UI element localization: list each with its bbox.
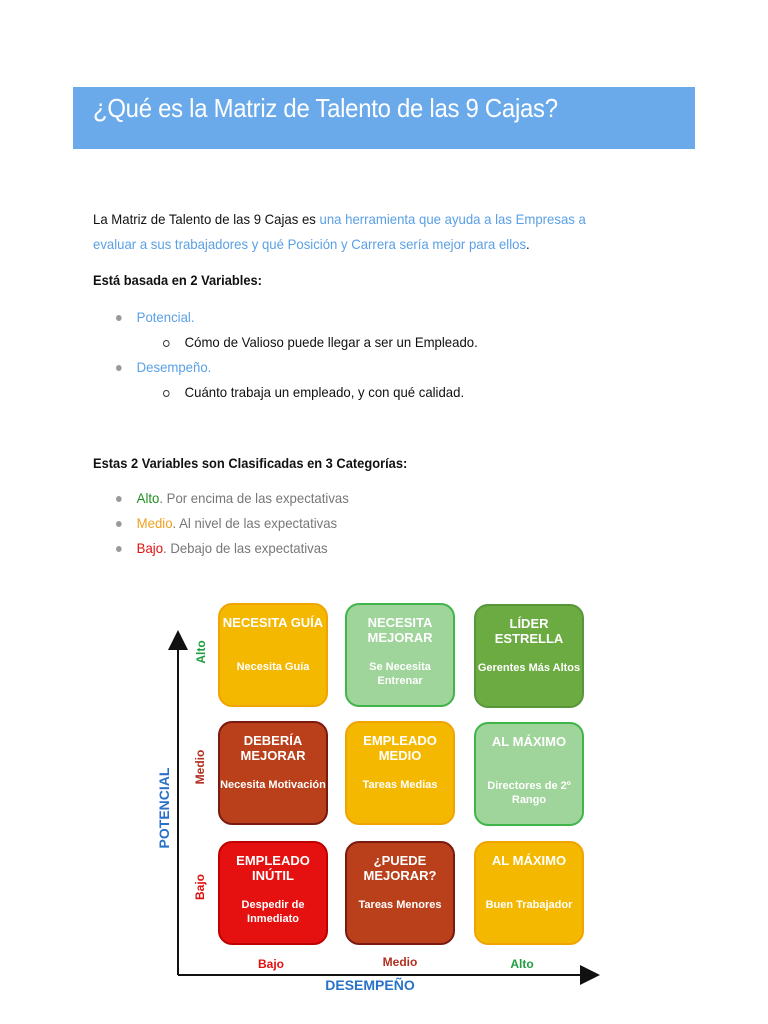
list-item-bajo (116, 540, 328, 556)
matrix-box-empleado-inutil (218, 841, 328, 945)
box-title: LÍDER ESTRELLA (494, 616, 564, 646)
variables-heading: Está basada en 2 Variables: (93, 272, 262, 288)
sub-bullet-icon (163, 390, 170, 397)
intro-end: . (526, 236, 530, 252)
col-label-bajo: Bajo (257, 957, 284, 971)
row-label-bajo: Bajo (193, 874, 207, 901)
variable-description: Cuánto trabaja un empleado, y con qué calidad. (184, 384, 465, 400)
variable-suffix: . (190, 309, 195, 325)
sub-list-item (163, 334, 478, 350)
row-label-medio: Medio (193, 749, 207, 785)
intro-link-text: una herramienta que ayuda a las Empresas a evaluar a sus trabajadores y qué Posición y Carrera sería mejor para ellos (93, 211, 586, 252)
categories-heading: Estas 2 Variables son Clasificadas en 3 Categorías: (93, 455, 408, 471)
sub-bullet-icon (163, 340, 170, 347)
box-subtitle: Necesita Guía (236, 661, 310, 673)
box-title: DEBERÍA MEJORAR (240, 733, 306, 763)
col-label-alto: Alto (510, 957, 534, 971)
col-label-medio: Medio (382, 955, 418, 969)
matrix-box-deberia-mejorar (218, 721, 328, 825)
list-item-medio (116, 515, 337, 531)
matrix-box-al-maximo-directores (474, 722, 584, 826)
box-title: EMPLEADO MEDIO (363, 733, 437, 763)
variable-suffix: . (207, 359, 212, 375)
category-description: . Debajo de las expectativas (163, 540, 328, 556)
category-name: Medio (136, 515, 173, 531)
variable-name: Desempeño (136, 359, 208, 375)
category-name: Bajo (136, 540, 164, 556)
bullet-icon (116, 546, 122, 552)
matrix-box-necesita-mejorar (345, 603, 455, 707)
variable-name: Potencial (136, 309, 191, 325)
page-title: ¿Qué es la Matriz de Talento de las 9 Cajas? (93, 93, 558, 123)
box-subtitle: Tareas Menores (358, 899, 442, 911)
title-bar (73, 87, 695, 149)
box-title: AL MÁXIMO (491, 734, 567, 749)
box-title: NECESITA GUÍA (222, 615, 324, 630)
list-item-alto (116, 490, 349, 506)
box-title: ¿PUEDE MEJORAR? (363, 853, 437, 883)
matrix-box-al-maximo-buen-trabajador (474, 841, 584, 945)
row-label-alto: Alto (194, 640, 208, 664)
bullet-icon (116, 496, 122, 502)
box-subtitle: Despedir de Inmediato (241, 899, 305, 925)
matrix-box-lider-estrella (474, 604, 584, 708)
bullet-icon (116, 315, 122, 321)
matrix-box-necesita-guia (218, 603, 328, 707)
category-description: . Al nivel de las expectativas (172, 515, 338, 531)
intro-text: La Matriz de Talento de las 9 Cajas es (93, 211, 320, 227)
list-item-potencial (116, 309, 194, 325)
matrix-box-empleado-medio (345, 721, 455, 825)
matrix-box-puede-mejorar (345, 841, 455, 945)
box-title: NECESITA MEJORAR (367, 615, 433, 645)
bullet-icon (116, 521, 122, 527)
category-description: . Por encima de las expectativas (159, 490, 349, 506)
variable-description: Cómo de Valioso puede llegar a ser un Empleado. (184, 334, 478, 350)
x-axis-title: DESEMPEÑO (325, 977, 415, 993)
box-subtitle: Se Necesita Entrenar (369, 661, 431, 687)
box-subtitle: Directores de 2º Rango (487, 780, 571, 806)
y-axis-title: POTENCIAL (156, 767, 172, 849)
sub-list-item (163, 384, 464, 400)
category-name: Alto (136, 490, 160, 506)
box-title: AL MÁXIMO (491, 853, 567, 868)
box-title: EMPLEADO INÚTIL (236, 853, 310, 883)
box-subtitle: Necesita Motivación (220, 779, 326, 791)
list-item-desempeno (116, 359, 211, 375)
box-subtitle: Buen Trabajador (485, 899, 573, 911)
bullet-icon (116, 365, 122, 371)
box-subtitle: Gerentes Más Altos (477, 662, 581, 674)
intro-paragraph (93, 207, 619, 257)
box-subtitle: Tareas Medias (362, 779, 438, 791)
